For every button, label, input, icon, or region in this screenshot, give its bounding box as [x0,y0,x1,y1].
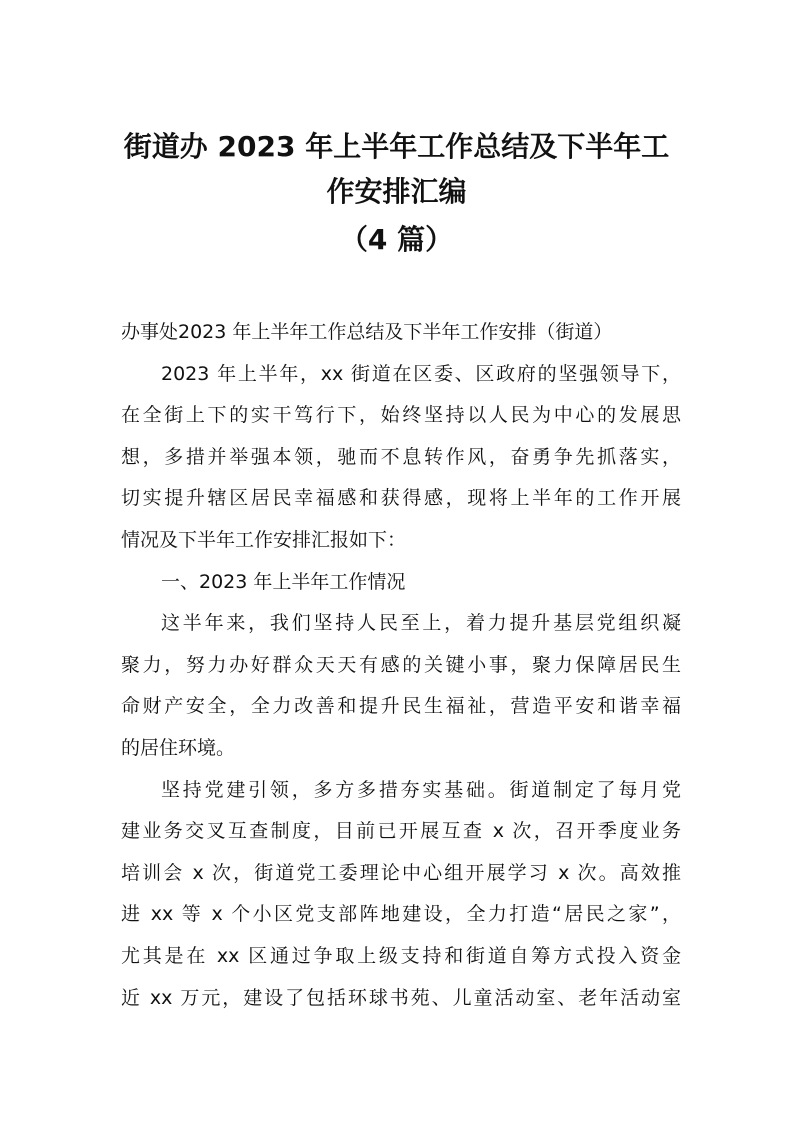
text-line: 2023 年上半年，xx 街道在区委、区政府的坚强领导下， [161,362,681,385]
text-line: 想，多措并举强本领，驰而不息转作风，奋勇争先抓落实， [121,445,681,468]
text-line: 聚力，努力办好群众天天有感的关键小事，聚力保障居民生 [121,653,681,676]
text-line: 切实提升辖区居民幸福感和获得感，现将上半年的工作开展 [121,487,681,510]
text-line: 命财产安全，全力改善和提升民生福祉，营造平安和谐幸福 [121,695,681,718]
document-body [121,312,681,1019]
text-line: 培训会 x 次，街道党工委理论中心组开展学习 x 次。高效推 [121,861,681,884]
text-line: 尤其是在 xx 区通过争取上级支持和街道自筹方式投入资金 [121,944,681,967]
text-line: 进 xx 等 x 个小区党支部阵地建设，全力打造“居民之家”， [121,903,681,926]
text-line: 建业务交叉互查制度，目前已开展互查 x 次，召开季度业务 [121,820,681,843]
text-line: 的居住环境。 [121,736,236,759]
text-line: 这半年来，我们坚持人民至上，着力提升基层党组织凝 [161,612,681,635]
text-line: 情况及下半年工作安排汇报如下： [121,528,407,551]
text-line: 近 xx 万元，建设了包括环球书苑、儿童活动室、老年活动室 [121,986,681,1009]
document-title-line-1: 街道办 2023 年上半年工作总结及下半年工 [123,130,670,163]
text-line: 在全街上下的实干笃行下，始终坚持以人民为中心的发展思 [121,404,681,427]
text-line: 一、2023 年上半年工作情况 [161,570,406,593]
text-line: 办事处2023 年上半年工作总结及下半年工作安排（街道） [121,321,613,343]
document-title-line-2: 作安排汇编 [326,175,467,208]
document-count: （4 篇） [339,223,454,256]
text-line: 坚持党建引领，多方多措夯实基础。街道制定了每月党 [161,778,681,801]
